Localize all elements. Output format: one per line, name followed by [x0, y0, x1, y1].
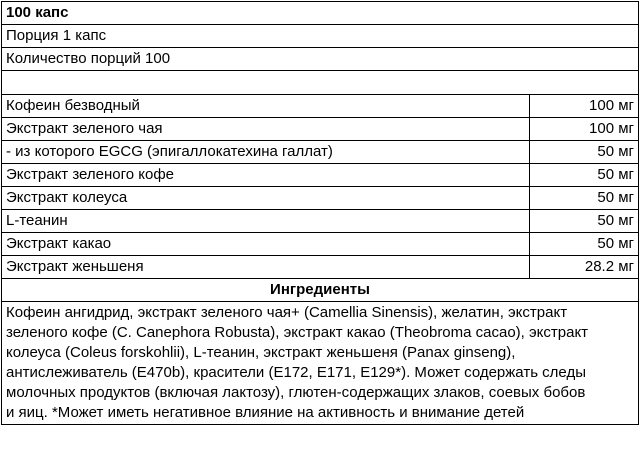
- serving-size: Порция 1 капс: [2, 25, 639, 48]
- nutrient-name: Кофеин безводный: [2, 95, 530, 118]
- nutrient-amount: 50 мг: [530, 141, 639, 164]
- ingredients-line: зеленого кофе (C. Canephora Robusta), экстракт какао (Theobroma cacao), экстракт: [6, 324, 589, 341]
- nutrient-row: [2, 95, 639, 118]
- ingredients-line: антислеживатель (E470b), красители (E172, E171, E129*). Может содержать следы: [6, 364, 586, 381]
- nutrient-row: [2, 141, 639, 164]
- ingredients-heading-row: [2, 279, 639, 302]
- nutrient-amount: 50 мг: [530, 164, 639, 187]
- nutrient-row: [2, 233, 639, 256]
- nutrient-amount: 50 мг: [530, 210, 639, 233]
- nutrient-name: Экстракт женьшеня: [2, 256, 530, 279]
- ingredients-heading: Ингредиенты: [2, 279, 639, 302]
- ingredients-line: колеуса (Coleus forskohlii), L-теанин, экстракт женьшеня (Panax ginseng),: [6, 344, 516, 361]
- nutrient-amount: 100 мг: [530, 118, 639, 141]
- nutrient-amount: 50 мг: [530, 187, 639, 210]
- ingredients-line: молочных продуктов (включая лактозу), глютен-содержащих злаков, соевых бобов: [6, 384, 586, 401]
- nutrient-name: Экстракт какао: [2, 233, 530, 256]
- servings-count-row: [2, 48, 639, 71]
- ingredients-text: [2, 302, 639, 425]
- servings-count: Количество порций 100: [2, 48, 639, 71]
- nutrient-name: Экстракт зеленого чая: [2, 118, 530, 141]
- nutrient-row: [2, 210, 639, 233]
- ingredients-text-row: [2, 302, 639, 425]
- nutrient-name: - из которого EGCG (эпигаллокатехина галлат): [2, 141, 530, 164]
- ingredients-line: Кофеин ангидрид, экстракт зеленого чая+ (Camellia Sinensis), желатин, экстракт: [6, 304, 568, 321]
- nutrient-name: Экстракт колеуса: [2, 187, 530, 210]
- package-title: 100 капс: [2, 2, 639, 25]
- nutrient-row: [2, 187, 639, 210]
- nutrient-row: [2, 164, 639, 187]
- supplement-facts-table: [1, 1, 639, 425]
- nutrient-amount: 28.2 мг: [530, 256, 639, 279]
- nutrient-row: [2, 118, 639, 141]
- empty-separator: [2, 71, 639, 95]
- nutrient-row: [2, 256, 639, 279]
- serving-row: [2, 25, 639, 48]
- nutrient-amount: 50 мг: [530, 233, 639, 256]
- title-row: [2, 2, 639, 25]
- nutrient-name: L-теанин: [2, 210, 530, 233]
- nutrient-name: Экстракт зеленого кофе: [2, 164, 530, 187]
- nutrient-amount: 100 мг: [530, 95, 639, 118]
- spacer-row: [2, 71, 639, 95]
- ingredients-line: и яиц. *Может иметь негативное влияние на активность и внимание детей: [6, 404, 525, 421]
